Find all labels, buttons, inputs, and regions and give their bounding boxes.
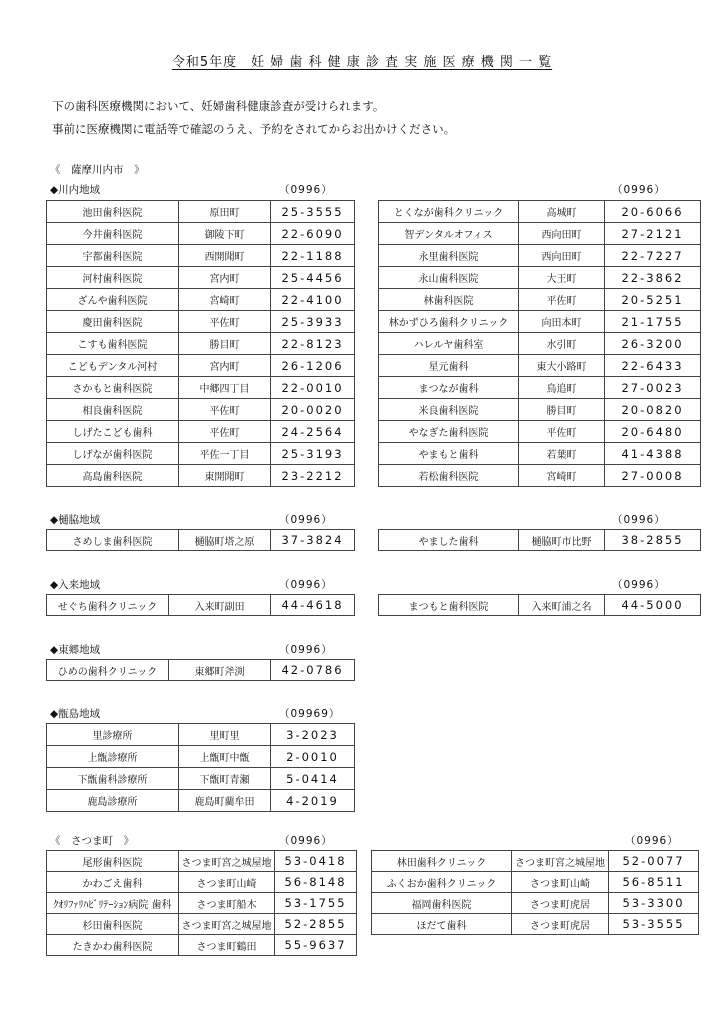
clinic-name: ざんや歯科医院 [47, 289, 179, 311]
clinic-address: 宮崎町 [179, 289, 271, 311]
table-row [372, 851, 699, 872]
area-code-hiwaki-left: （0996） [279, 514, 333, 526]
clinic-name: かわごえ歯科 [47, 872, 179, 893]
clinic-address: 向田本町 [519, 311, 605, 333]
clinic-name: 永山歯科医院 [379, 267, 519, 289]
clinic-phone: 22-6433 [605, 355, 701, 377]
clinic-address: 若葉町 [519, 443, 605, 465]
clinic-address: 水引町 [519, 333, 605, 355]
clinic-phone: 22-6090 [271, 223, 355, 245]
area-code-iriki-right: （0996） [612, 579, 666, 591]
clinic-address: さつま町山崎 [179, 872, 275, 893]
clinic-name: 若松歯科医院 [379, 465, 519, 487]
clinic-table-koshiki-left [46, 723, 355, 812]
table-row [47, 724, 355, 746]
clinic-name: 米良歯科医院 [379, 399, 519, 421]
clinic-table-satsuma-left [46, 850, 357, 956]
clinic-address: 御陵下町 [179, 223, 271, 245]
clinic-phone: 52-0077 [609, 851, 699, 872]
table-row [47, 914, 357, 935]
clinic-name: 高島歯科医院 [47, 465, 179, 487]
clinic-address: 平佐町 [179, 421, 271, 443]
clinic-phone: 37-3824 [271, 530, 355, 551]
clinic-address: 平佐町 [179, 311, 271, 333]
clinic-table-sendai-right [378, 200, 701, 487]
clinic-address: 平佐町 [179, 399, 271, 421]
clinic-name: こすも歯科医院 [47, 333, 179, 355]
clinic-table-satsuma-right [371, 850, 699, 935]
clinic-phone: 44-4618 [271, 595, 355, 616]
clinic-name: 宇都歯科医院 [47, 245, 179, 267]
clinic-name: 星元歯科 [379, 355, 519, 377]
clinic-address: 大王町 [519, 267, 605, 289]
clinic-phone: 27-0008 [605, 465, 701, 487]
clinic-name: やなぎた歯科医院 [379, 421, 519, 443]
clinic-phone: 20-6480 [605, 421, 701, 443]
clinic-phone: 53-1755 [275, 893, 357, 914]
clinic-name: 尾形歯科医院 [47, 851, 179, 872]
area-code-togo-left: （0996） [279, 644, 333, 656]
clinic-address: 上甑町中甑 [179, 746, 271, 768]
clinic-address: さつま町船木 [179, 893, 275, 914]
clinic-phone: 56-8511 [609, 872, 699, 893]
clinic-phone: 20-5251 [605, 289, 701, 311]
clinic-name: 杉田歯科医院 [47, 914, 179, 935]
area-code-koshiki-left: （09969） [279, 708, 341, 720]
intro-line-2: 事前に医療機関に電話等で確認のうえ、予約をされてからお出かけください。 [52, 122, 456, 136]
table-row [47, 465, 355, 487]
clinic-address: 原田町 [179, 201, 271, 223]
area-code-satsuma-left: （0996） [279, 835, 333, 847]
clinic-phone: 42-0786 [271, 660, 355, 681]
clinic-phone: 20-0820 [605, 399, 701, 421]
area-label-koshiki: ◆甑島地域 [50, 708, 101, 720]
clinic-phone: 22-3862 [605, 267, 701, 289]
clinic-phone: 22-8123 [271, 333, 355, 355]
table-row [47, 443, 355, 465]
clinic-address: さつま町宮之城屋地 [512, 851, 609, 872]
table-row [372, 914, 699, 935]
clinic-name: 今井歯科医院 [47, 223, 179, 245]
clinic-phone: 27-2121 [605, 223, 701, 245]
clinic-name: 福岡歯科医院 [372, 893, 512, 914]
table-row [379, 530, 701, 551]
clinic-phone: 52-2855 [275, 914, 357, 935]
clinic-phone: 25-3193 [271, 443, 355, 465]
clinic-address: さつま町山崎 [512, 872, 609, 893]
clinic-name: ｸｵﾘﾌｧﾘﾊﾋﾞﾘﾃｰｼｮﾝ病院 歯科 [47, 893, 179, 914]
table-row [47, 851, 357, 872]
table-row [379, 201, 701, 223]
clinic-name: やました歯科 [379, 530, 519, 551]
clinic-address: 宮内町 [179, 267, 271, 289]
clinic-name: ひめの歯科クリニック [47, 660, 169, 681]
clinic-phone: 41-4388 [605, 443, 701, 465]
table-row [47, 746, 355, 768]
table-row [372, 872, 699, 893]
clinic-address: 西向田町 [519, 245, 605, 267]
clinic-phone: 2-0010 [271, 746, 355, 768]
intro-line-1: 下の歯科医療機関において、妊婦歯科健康診査が受けられます。 [52, 99, 385, 113]
table-row [379, 223, 701, 245]
clinic-phone: 22-7227 [605, 245, 701, 267]
clinic-address: 鹿島町藺牟田 [179, 790, 271, 812]
table-row [372, 893, 699, 914]
table-row [47, 377, 355, 399]
clinic-name: 相良歯科医院 [47, 399, 179, 421]
clinic-table-togo-left [46, 659, 355, 681]
city-heading-satsumasendai: 《 薩摩川内市 》 [50, 164, 145, 176]
clinic-name: 永里歯科医院 [379, 245, 519, 267]
clinic-phone: 20-6066 [605, 201, 701, 223]
table-row [379, 355, 701, 377]
clinic-name: ハレルヤ歯科室 [379, 333, 519, 355]
table-row [47, 935, 357, 956]
clinic-phone: 24-2564 [271, 421, 355, 443]
table-row [47, 872, 357, 893]
clinic-name: ほだて歯科 [372, 914, 512, 935]
table-row [379, 289, 701, 311]
clinic-address: さつま町宮之城屋地 [179, 914, 275, 935]
clinic-phone: 25-3933 [271, 311, 355, 333]
clinic-name: たきかわ歯科医院 [47, 935, 179, 956]
area-label-hiwaki: ◆樋脇地域 [50, 514, 101, 526]
area-code-sendai-left: （0996） [279, 184, 333, 196]
clinic-address: さつま町鶴田 [179, 935, 275, 956]
clinic-name: まつなが歯科 [379, 377, 519, 399]
clinic-address: 鳥追町 [519, 377, 605, 399]
clinic-address: 東開聞町 [179, 465, 271, 487]
clinic-address: さつま町宮之城屋地 [179, 851, 275, 872]
area-code-iriki-left: （0996） [279, 579, 333, 591]
table-row [47, 355, 355, 377]
table-row [47, 399, 355, 421]
clinic-phone: 44-5000 [605, 595, 701, 616]
clinic-phone: 26-1206 [271, 355, 355, 377]
table-row [47, 421, 355, 443]
clinic-address: 下甑町青瀬 [179, 768, 271, 790]
city-heading-satsuma: 《 さつま町 》 [50, 835, 134, 847]
clinic-address: 宮内町 [179, 355, 271, 377]
clinic-phone: 53-0418 [275, 851, 357, 872]
clinic-phone: 25-3555 [271, 201, 355, 223]
table-row [379, 421, 701, 443]
table-row [47, 660, 355, 681]
clinic-name: 林歯科医院 [379, 289, 519, 311]
clinic-address: 西開聞町 [179, 245, 271, 267]
table-row [47, 223, 355, 245]
table-row [379, 399, 701, 421]
clinic-phone: 4-2019 [271, 790, 355, 812]
clinic-phone: 53-3300 [609, 893, 699, 914]
table-row [379, 267, 701, 289]
clinic-name: 林田歯科クリニック [372, 851, 512, 872]
clinic-name: しげたこども歯科 [47, 421, 179, 443]
clinic-phone: 20-0020 [271, 399, 355, 421]
table-row [379, 333, 701, 355]
clinic-address: 平佐町 [519, 289, 605, 311]
area-code-satsuma-right: （0996） [625, 835, 679, 847]
clinic-address: 東大小路町 [519, 355, 605, 377]
clinic-name: 智デンタルオフィス [379, 223, 519, 245]
clinic-name: しげなが歯科医院 [47, 443, 179, 465]
table-row [379, 443, 701, 465]
table-row [47, 245, 355, 267]
clinic-name: せぐち歯科クリニック [47, 595, 169, 616]
clinic-phone: 53-3555 [609, 914, 699, 935]
clinic-phone: 22-4100 [271, 289, 355, 311]
clinic-table-sendai-left [46, 200, 355, 487]
table-row [47, 790, 355, 812]
clinic-phone: 5-0414 [271, 768, 355, 790]
clinic-address: 宮崎町 [519, 465, 605, 487]
clinic-name: さかもと歯科医院 [47, 377, 179, 399]
table-row [47, 201, 355, 223]
clinic-name: 慶田歯科医院 [47, 311, 179, 333]
table-row [379, 595, 701, 616]
table-row [47, 311, 355, 333]
clinic-table-iriki-right [378, 594, 701, 616]
clinic-address: 高城町 [519, 201, 605, 223]
clinic-address: 平佐一丁目 [179, 443, 271, 465]
clinic-phone: 22-1188 [271, 245, 355, 267]
clinic-name: さめしま歯科医院 [47, 530, 179, 551]
clinic-address: 平佐町 [519, 421, 605, 443]
table-row [47, 768, 355, 790]
clinic-address: さつま町虎居 [512, 893, 609, 914]
area-code-hiwaki-right: （0996） [612, 514, 666, 526]
clinic-name: とくなが歯科クリニック [379, 201, 519, 223]
clinic-address: 勝目町 [179, 333, 271, 355]
table-row [379, 245, 701, 267]
clinic-name: 池田歯科医院 [47, 201, 179, 223]
table-row [379, 311, 701, 333]
clinic-table-hiwaki-right [378, 529, 701, 551]
page-title: 令和5年度 妊 婦 歯 科 健 康 診 査 実 施 医 療 機 関 一 覧 [171, 55, 553, 70]
area-label-togo: ◆東郷地域 [50, 644, 101, 656]
clinic-address: さつま町虎居 [512, 914, 609, 935]
clinic-name: やまもと歯科 [379, 443, 519, 465]
clinic-name: 鹿島診療所 [47, 790, 179, 812]
clinic-name: 上甑診療所 [47, 746, 179, 768]
clinic-address: 東郷町斧渕 [169, 660, 271, 681]
area-label-sendai: ◆川内地域 [50, 184, 101, 196]
table-row [47, 267, 355, 289]
clinic-phone: 22-0010 [271, 377, 355, 399]
clinic-name: ふくおか歯科クリニック [372, 872, 512, 893]
clinic-phone: 55-9637 [275, 935, 357, 956]
table-row [47, 595, 355, 616]
table-row [47, 289, 355, 311]
clinic-name: 林かずひろ歯科クリニック [379, 311, 519, 333]
clinic-phone: 3-2023 [271, 724, 355, 746]
table-row [47, 893, 357, 914]
clinic-phone: 25-4456 [271, 267, 355, 289]
clinic-table-hiwaki-left [46, 529, 355, 551]
area-label-iriki: ◆入来地域 [50, 579, 101, 591]
clinic-address: 樋脇町市比野 [519, 530, 605, 551]
clinic-address: 勝目町 [519, 399, 605, 421]
clinic-name: まつもと歯科医院 [379, 595, 519, 616]
clinic-name: 河村歯科医院 [47, 267, 179, 289]
clinic-phone: 21-1755 [605, 311, 701, 333]
clinic-address: 樋脇町塔之原 [179, 530, 271, 551]
clinic-phone: 23-2212 [271, 465, 355, 487]
clinic-name: 里診療所 [47, 724, 179, 746]
clinic-table-iriki-left [46, 594, 355, 616]
clinic-phone: 27-0023 [605, 377, 701, 399]
table-row [379, 377, 701, 399]
clinic-address: 入来町浦之名 [519, 595, 605, 616]
clinic-phone: 26-3200 [605, 333, 701, 355]
clinic-address: 入来町副田 [169, 595, 271, 616]
clinic-address: 西向田町 [519, 223, 605, 245]
clinic-name: こどもデンタル河村 [47, 355, 179, 377]
table-row [47, 530, 355, 551]
area-code-sendai-right: （0996） [612, 184, 666, 196]
clinic-phone: 56-8148 [275, 872, 357, 893]
clinic-address: 里町里 [179, 724, 271, 746]
clinic-name: 下甑歯科診療所 [47, 768, 179, 790]
clinic-address: 中郷四丁目 [179, 377, 271, 399]
clinic-phone: 38-2855 [605, 530, 701, 551]
table-row [379, 465, 701, 487]
table-row [47, 333, 355, 355]
